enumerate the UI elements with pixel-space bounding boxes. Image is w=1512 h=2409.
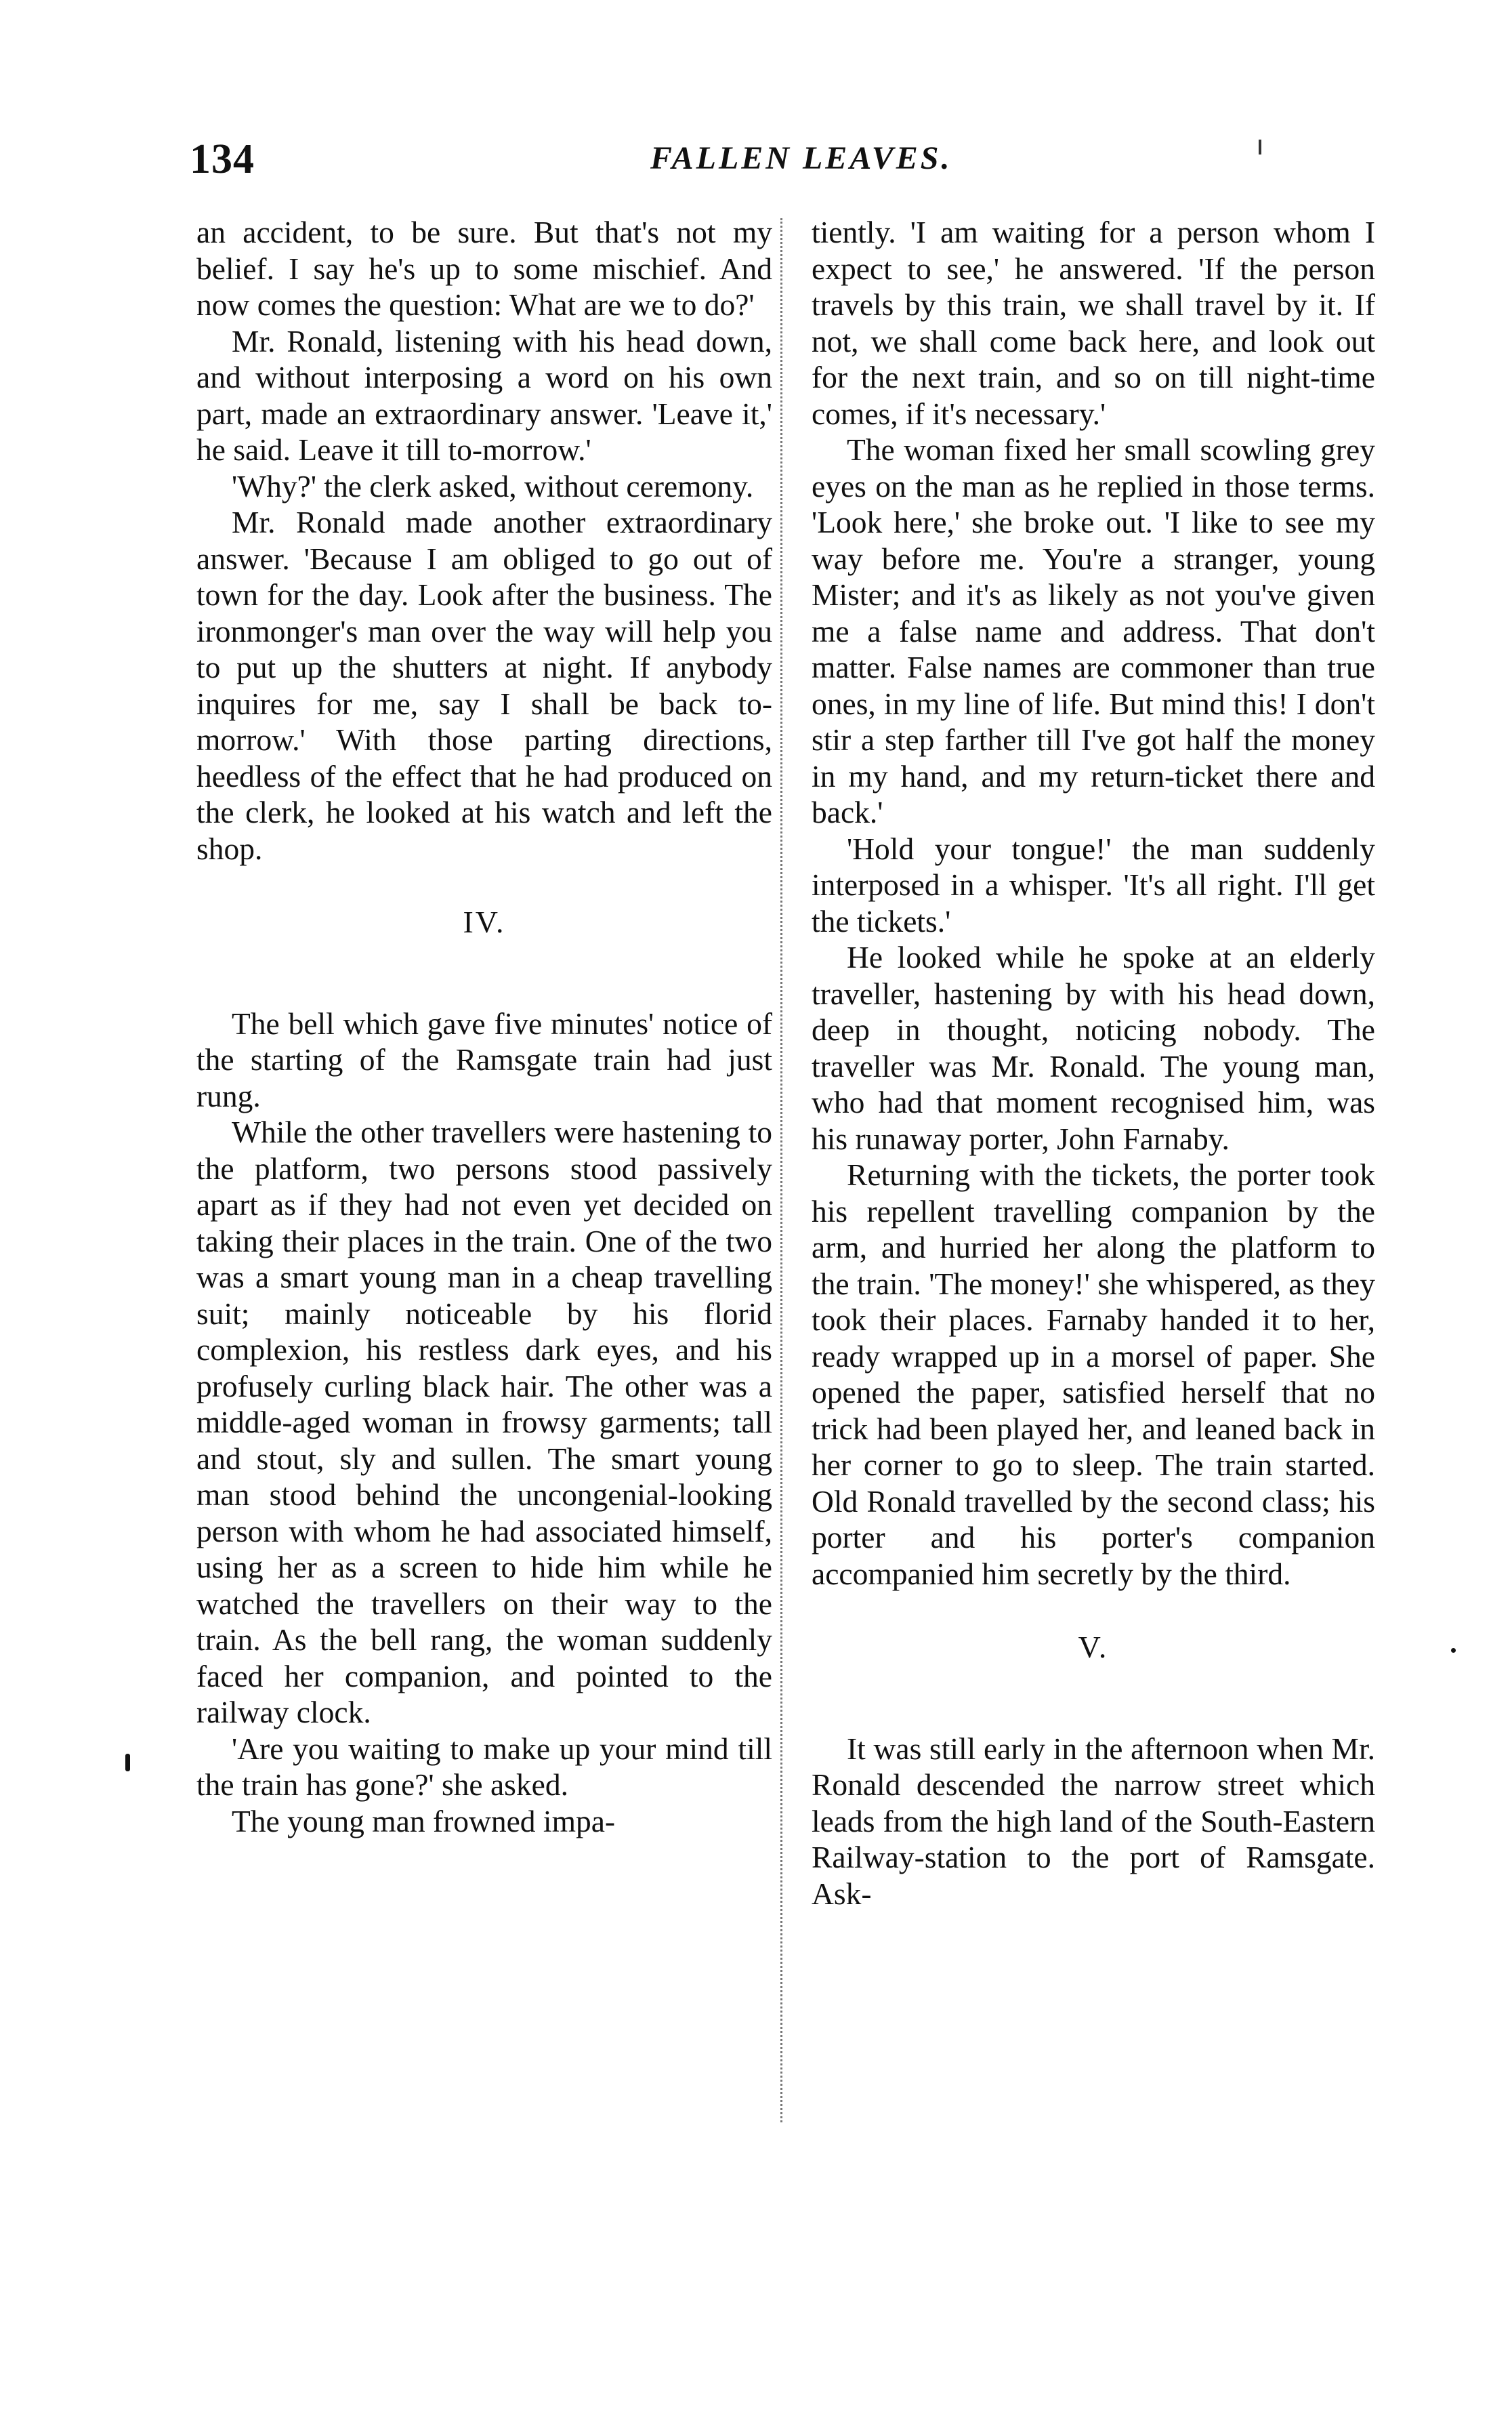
paragraph: Mr. Ronald, listening with his head down, and without interposing a word on his own part, made an extraordinary answer. 'Leave it,' he said. Leave it till to-morrow.' (196, 323, 772, 467)
column-divider (780, 218, 782, 2122)
paragraph: tiently. 'I am waiting for a person whom I expect to see,' he answered. 'If the person travels by this train, we shall travel by it. If not, we shall come back here, and look out for the next train, and so on till night-time comes, if it's necessary.' (812, 215, 1375, 431)
paragraph: While the other travellers were hastening to the platform, two persons stood passively apart as if they had not even yet decided on taking their places in the train. One of the two was a smart young man in a cheap travelling suit; mainly noticeable by his florid complexion, his restless dark eyes, and his profusely curling black hair. The other was a middle-aged woman in frowsy garments; tall and stout, sly and sullen. The smart young man stood behind the uncongenial-looking person with whom he had associated himself, using her as a screen to hide him while he watched the travellers on their way to the train. As the bell rang, the woman suddenly faced her companion, and pointed to the railway clock. (196, 1115, 772, 1729)
paragraph: The bell which gave five minutes' notice of the starting of the Ramsgate train had just rung. (196, 1006, 772, 1113)
paragraph: an accident, to be sure. But that's not my belief. I say he's up to some mischief. And now comes the question: What are we to do?' (196, 215, 772, 322)
paragraph: The young man frowned impa- (232, 1803, 616, 1838)
ink-speck (125, 1754, 130, 1771)
print-mark (1259, 140, 1261, 155)
left-column (196, 214, 772, 1839)
section-heading-v: V. (1078, 1630, 1109, 1664)
paragraph: He looked while he spoke at an elderly traveller, hastening by with his head down, deep in thought, noticing nobody. The traveller was Mr. Ronald. The young man, who had that moment recognised him, was his runaway porter, John Farnaby. (812, 940, 1375, 1156)
paragraph: 'Are you waiting to make up your mind till the train has gone?' she asked. (196, 1731, 772, 1802)
paragraph: Returning with the tickets, the porter took his repellent travelling companion by the arm, and hurried her along the platform to the train. 'The money!' she whispered, as they took their places. Farnaby handed it to her, ready wrapped up in a morsel of paper. She opened the paper, satisfied herself that no trick had been played her, and leaned back in her corner to go to sleep. The train started. Old Ronald travelled by the second class; his porter and his porter's companion accompanied him secretly by the third. (812, 1157, 1375, 1591)
right-column (812, 214, 1375, 1912)
paragraph: 'Hold your tongue!' the man suddenly interposed in a whisper. 'It's all right. I'll get the tickets.' (812, 831, 1375, 939)
paragraph: 'Why?' the clerk asked, without ceremony. (232, 468, 754, 503)
paragraph: It was still early in the afternoon when Mr. Ronald descended the narrow street which leads from the high land of the South-Eastern Railway-station to the port of Ramsgate. Ask- (812, 1731, 1375, 1911)
ink-speck (1451, 1648, 1456, 1653)
page-number: 134 (190, 136, 255, 182)
section-heading-iv: IV. (463, 905, 506, 939)
page-header (0, 136, 1512, 190)
paragraph: Mr. Ronald made another extraordinary answer. 'Because I am obliged to go out of town for the day. Look after the business. The ironmonger's man over the way will help you to put up the shutters at night. If anybody inquires for me, say I shall be back to-morrow.' With those parting directions, heedless of the effect that he had produced on the clerk, he looked at his watch and left the shop. (196, 505, 772, 866)
paragraph: The woman fixed her small scowling grey eyes on the man as he replied in those terms. 'Look here,' she broke out. 'I like to see my way before me. You're a stranger, young Mister; and it's as likely as not you've given me a false name and address. That don't matter. False names are commoner than true ones, in my line of life. But mind this! I don't stir a step farther till I've got half the money in my hand, and my return-ticket there and back.' (812, 432, 1375, 829)
running-title: FALLEN LEAVES. (650, 140, 952, 176)
